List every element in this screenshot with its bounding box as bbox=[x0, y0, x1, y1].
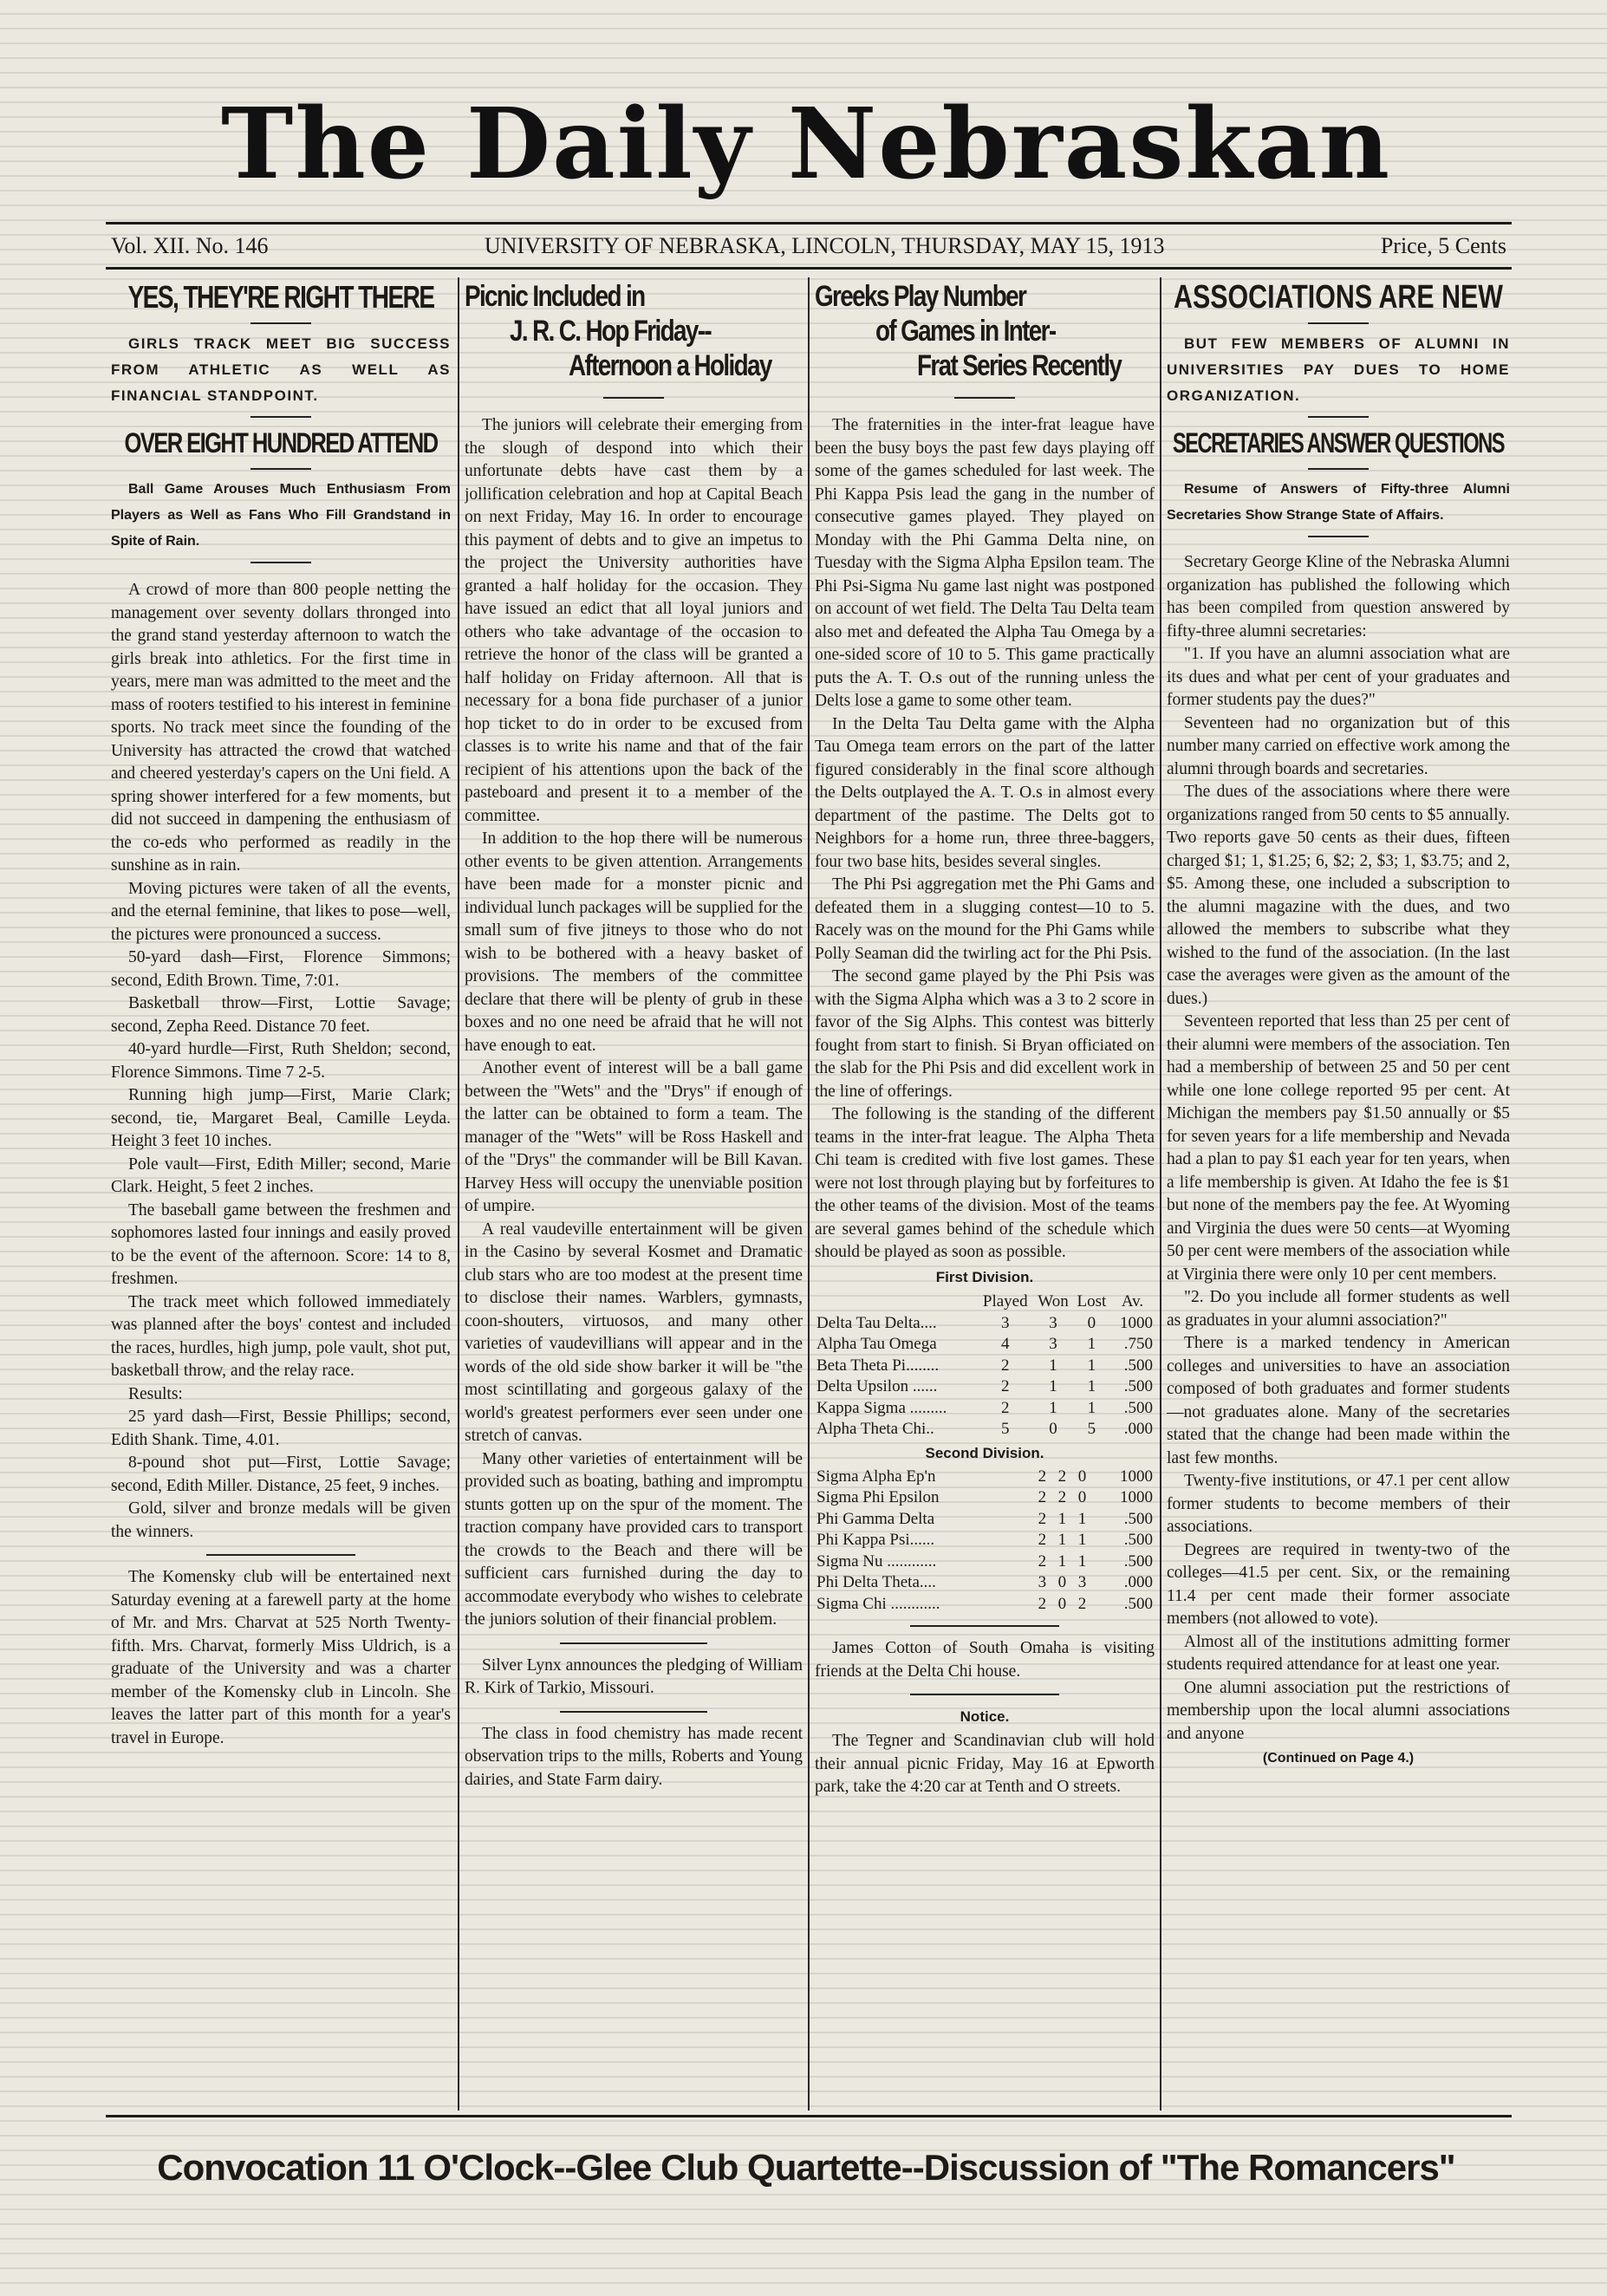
average: 1000 bbox=[1120, 1488, 1153, 1506]
average: 1000 bbox=[1120, 1313, 1153, 1332]
played: 2 bbox=[1038, 1509, 1047, 1528]
average: 1000 bbox=[1120, 1467, 1153, 1486]
won: 1 bbox=[1057, 1551, 1067, 1571]
won: 0 bbox=[1049, 1420, 1057, 1438]
deck-ball-game: Ball Game Arouses Much Enthusiasm From Players as Well as Fans Who Fill Grandstand in Spite of Rain. bbox=[111, 482, 451, 549]
team-name: Delta Tau Delta.... bbox=[817, 1313, 937, 1332]
headline2-rule bbox=[1308, 468, 1369, 470]
item-separator bbox=[560, 1642, 707, 1644]
headline-rule bbox=[603, 397, 664, 399]
article-paragraph: Seventeen reported that less than 25 per cent of their alumni were members of the association. Ten had a membership of between 25 and 50 per cent while one lone college reported 95 per cent. At Michigan the members pay $1.50 annually or $5 for seven years for a life membership and Nevada had a plan to pay $1 each year for ten years, when a life membership is given. At Idaho the fee is $1 but none of the members pay the fee. At Wyoming and Virginia the dues were 50 cents—at Wyoming 50 per cent were members of the association while at Virginia there were only 10 per cent members. bbox=[1167, 1012, 1510, 1284]
convocation-banner: Convocation 11 O'Clock--Glee Club Quartette--Discussion of "The Romancers" bbox=[157, 2147, 1455, 2188]
won: 3 bbox=[1049, 1313, 1057, 1332]
article-paragraph: There is a marked tendency in American colleges and universities to have an association composed of both graduates and former students—not graduates alone. Many of the secretaries stated that the change had been made within the last few months. bbox=[1167, 1334, 1510, 1467]
article-paragraph: The track meet which followed immediately was planned after the boys' contest and included the races, hurdles, high jump, pole vault, shot put, basketball throw, and the relay race. bbox=[111, 1292, 451, 1380]
article-paragraph: 50-yard dash—First, Florence Simmons; second, Edith Brown. Time, 7:01. bbox=[111, 948, 451, 990]
deck2-rule bbox=[1308, 536, 1369, 537]
average: .750 bbox=[1123, 1335, 1153, 1353]
average: .500 bbox=[1123, 1509, 1153, 1528]
column-2 bbox=[465, 279, 803, 2099]
won: 1 bbox=[1049, 1398, 1057, 1417]
article-paragraph: The following is the standing of the different teams in the inter-frat league. The Alpha Theta Chi team is credited with five lost games. These were not lost through playing but by forfeitures to the other teams of the division. Most of the teams are several games behind of the schedule which should be played as soon as possible. bbox=[815, 1105, 1155, 1261]
article-paragraph: In addition to the hop there will be numerous other events to be given attention. Arrangements have been made for a monster picnic and individual lunch packages will be supplied for the small sum of five jitneys to those who do not wish to be bothered with a heavy basket of provisions. The members of the committee declare that there will be plenty of grub in these boxes and no one need be afraid that he will not have enough to eat. bbox=[465, 829, 803, 1055]
average: .500 bbox=[1123, 1398, 1153, 1417]
lost: 3 bbox=[1077, 1573, 1087, 1591]
played: 2 bbox=[1001, 1377, 1010, 1395]
lost: 5 bbox=[1087, 1420, 1096, 1438]
played: 2 bbox=[1038, 1531, 1047, 1549]
played: 5 bbox=[1001, 1420, 1010, 1438]
team-name: Sigma Phi Epsilon bbox=[817, 1488, 940, 1506]
article-paragraph: Moving pictures were taken of all the events, and the eternal feminine, that likes to pose—well, the pictures were pronounced a success. bbox=[111, 879, 451, 944]
article-paragraph: In the Delta Tau Delta game with the Alpha Tau Omega team errors on the part of the latter figured considerably in the final score although the Delts outplayed the A. T. O.s in almost every department of the pastime. The Delts got to Neighbors for a home run, three three-baggers, four two base hits, besides several singles. bbox=[815, 714, 1155, 871]
headline-associations: ASSOCIATIONS ARE NEW bbox=[1173, 279, 1504, 315]
column-3 bbox=[815, 279, 1155, 2099]
lost: 1 bbox=[1087, 1356, 1096, 1375]
played: 3 bbox=[1038, 1573, 1047, 1591]
article-paragraph: A real vaudeville entertainment will be given in the Casino by several Kosmet and Dramatic club stars who are too modest at the present time to disclose their names. Warblers, gymnasts, coon-shouters, virtuosos, and many other varieties of vaudevillians will appear and in the words of the old side show barker it will be "the most scintillating and gorgeous galaxy of the world's greatest performers ever seen under one stretch of canvas. bbox=[465, 1220, 803, 1445]
article-paragraph: Many other varieties of entertainment will be provided such as boating, bathing and impromptu stunts gotten up on the spur of the moment. The traction company have provided cars to transport the crowds to the Beach and there will be sufficient cars furnished during the day to accommodate everybody who wishes to celebrate the juniors solution of their financial problem. bbox=[465, 1449, 803, 1629]
table-row bbox=[815, 1313, 1155, 1335]
average: .500 bbox=[1123, 1594, 1153, 1613]
won: 1 bbox=[1049, 1356, 1057, 1375]
lost: 1 bbox=[1087, 1377, 1096, 1395]
komensky-item: The Komensky club will be entertained next Saturday evening at a farewell party at the home of Mr. and Mrs. Charvat at 525 North Twenty-fifth. Mrs. Charvat, formerly Miss Uldrich, is a graduate of the University and was a charter member of the Komensky club in Lincoln. She leaves the latter part of this month for a year's travel in Europe. bbox=[111, 1568, 451, 1747]
played: 2 bbox=[1038, 1467, 1047, 1486]
volume-number: Vol. XII. No. 146 bbox=[111, 233, 269, 258]
column-rule-2 bbox=[808, 277, 810, 2111]
column-header: Won bbox=[1038, 1291, 1069, 1311]
headline-picnic-line3: Afternoon a Holiday bbox=[569, 349, 771, 382]
headline-track-meet: YES, THEY'RE RIGHT THERE bbox=[127, 279, 434, 315]
column-header: Lost bbox=[1077, 1291, 1107, 1311]
masthead-title: The Daily Nebraskan bbox=[220, 88, 1392, 201]
table-row bbox=[815, 1530, 1155, 1551]
first-division-table bbox=[815, 1291, 1155, 1441]
headline-secretaries: SECRETARIES ANSWER QUESTIONS bbox=[1172, 427, 1505, 459]
won: 2 bbox=[1057, 1467, 1067, 1486]
deck-associations: BUT FEW MEMBERS OF ALUMNI IN UNIVERSITIES PAY DUES TO HOME ORGANIZATION. bbox=[1167, 335, 1510, 404]
article-paragraph: Secretary George Kline of the Nebraska Alumni organization has published the following which has been compiled from question answered by fifty-three alumni secretaries: bbox=[1167, 553, 1510, 641]
played: 2 bbox=[1038, 1594, 1047, 1613]
deck-secretaries: Resume of Answers of Fifty-three Alumni Secretaries Show Strange State of Affairs. bbox=[1167, 482, 1510, 523]
dateline-rule bbox=[106, 267, 1512, 270]
table-row bbox=[815, 1376, 1155, 1398]
played: 2 bbox=[1001, 1356, 1010, 1375]
item-separator bbox=[910, 1694, 1059, 1695]
team-name: Sigma Chi ............ bbox=[817, 1594, 940, 1613]
article-paragraph: "2. Do you include all former students as well as graduates in your alumni association?" bbox=[1167, 1288, 1510, 1330]
article-paragraph: A crowd of more than 800 people netting the management over seventy dollars thronged into the grand stand yesterday afternoon to watch the girls break into athletics. For the first time in years, mere man was admitted to the meet and the mass of rooters testified to his interest in feminine sports. No track meet since the founding of the University has attracted the crowd that watched and cheered yesterday's capers on the Uni field. A spring shower interfered for a few moments, but did not succeed in dampening the enthusiasm of the co-eds who performed as readily in the sunshine as in rain. bbox=[111, 581, 451, 875]
article-paragraph: "1. If you have an alumni association what are its dues and what per cent of your graduates and former students pay the dues?" bbox=[1167, 645, 1510, 709]
column-rule-1 bbox=[458, 277, 459, 2111]
second-division-table bbox=[815, 1467, 1155, 1616]
deck-rule bbox=[1308, 416, 1369, 418]
first-division-title: First Division. bbox=[935, 1268, 1034, 1285]
lost: 1 bbox=[1077, 1551, 1087, 1571]
team-name: Sigma Nu ............ bbox=[817, 1551, 937, 1571]
headline-greeks-line3: Frat Series Recently bbox=[917, 349, 1122, 382]
average: .500 bbox=[1123, 1356, 1153, 1375]
team-name: Phi Gamma Delta bbox=[817, 1509, 935, 1528]
article-paragraph: 40-yard hurdle—First, Ruth Sheldon; second, Florence Simmons. Time 7 2-5. bbox=[111, 1040, 451, 1082]
table-row bbox=[815, 1398, 1155, 1420]
team-name: Kappa Sigma ......... bbox=[817, 1398, 947, 1417]
item-separator bbox=[560, 1711, 707, 1713]
headline-rule bbox=[954, 397, 1015, 399]
headline-greeks-line2: of Games in Inter- bbox=[875, 315, 1056, 348]
article-paragraph: 8-pound shot put—First, Lottie Savage; second, Edith Miller. Distance, 25 feet, 9 inches. bbox=[111, 1454, 451, 1495]
article-paragraph: The juniors will celebrate their emerging from the slough of despond into which their unfortunate debts have cast them by a jollification celebration and hop at Capital Beach on next Friday, May 16. In order to encourage this payment of debts and to give an impetus to the project the University authorities have granted a half holiday for the occasion. They have issued an edict that all loyal juniors and others who take advantage of the occasion to retrieve the honor of the class will be granted a half holiday on Friday afternoon. All that is necessary for a bona fide purchaser of a junior hop ticket to do in order to be excused from classes is to write his name and that of the fair recipient of his attentions upon the back of the pasteboard and present it to a member of the committee. bbox=[465, 416, 803, 825]
notice-title: Notice. bbox=[960, 1708, 1010, 1725]
cotton-item: James Cotton of South Omaha is visiting friends at the Delta Chi house. bbox=[815, 1639, 1155, 1681]
table-row bbox=[815, 1551, 1155, 1573]
headline-picnic-line2: J. R. C. Hop Friday-- bbox=[510, 315, 711, 348]
article-paragraph: Pole vault—First, Edith Miller; second, Marie Clark. Height, 5 feet 2 inches. bbox=[111, 1155, 451, 1196]
average: .500 bbox=[1123, 1531, 1153, 1549]
masthead-rule bbox=[106, 222, 1512, 224]
item-separator bbox=[206, 1554, 355, 1556]
played: 2 bbox=[1038, 1488, 1047, 1506]
team-name: Sigma Alpha Ep'n bbox=[817, 1467, 936, 1486]
price: Price, 5 Cents bbox=[1380, 233, 1506, 258]
notice-item: The Tegner and Scandinavian club will hold their annual picnic Friday, May 16 at Epworth park, take the 4:20 car at Tenth and O streets. bbox=[815, 1732, 1155, 1796]
table-row bbox=[815, 1467, 1155, 1488]
won: 1 bbox=[1049, 1377, 1057, 1395]
article-paragraph: One alumni association put the restrictions of membership upon the local alumni associations and anyone bbox=[1167, 1678, 1510, 1743]
lost: 0 bbox=[1087, 1313, 1096, 1332]
team-name: Phi Kappa Psi...... bbox=[817, 1531, 935, 1549]
column-header: Av. bbox=[1121, 1291, 1144, 1311]
headline-picnic-line1: Picnic Included in bbox=[465, 280, 645, 313]
headline-rule bbox=[1308, 322, 1369, 324]
article-paragraph: Almost all of the institutions admitting former students required attendance for at least one year. bbox=[1167, 1632, 1510, 1674]
article-paragraph: The fraternities in the inter-frat league have been the busy boys the past few days playing off some of the games scheduled for last week. The Phi Kappa Psis lead the gang in the number of consecutive games played. They played on Monday with the Phi Gamma Delta nine, on Tuesday with the Sigma Alpha Epsilon team. The Phi Psi-Sigma Nu game last night was postponed on account of wet field. The Delta Tau Delta team also met and defeated the Alpha Tau Omega by a one-sided score of 10 to 5. This game practically puts the A. T. O.s out of the running unless the Delts lose a game to some other team. bbox=[815, 416, 1155, 710]
second-division-title: Second Division. bbox=[925, 1444, 1044, 1461]
headline2-rule bbox=[250, 468, 311, 470]
won: 0 bbox=[1057, 1594, 1067, 1613]
played: 2 bbox=[1038, 1551, 1047, 1571]
column-1 bbox=[111, 279, 451, 2099]
table-row bbox=[815, 1334, 1155, 1356]
item-separator bbox=[910, 1625, 1059, 1627]
column-4 bbox=[1167, 279, 1510, 2099]
table-row bbox=[815, 1487, 1155, 1509]
article-paragraph: Another event of interest will be a ball game between the "Wets" and the "Drys" if enough of the latter can be obtained to form a team. The manager of the "Wets" will be Ross Haskell and of the "Drys" the commander will be Bill Kavan. Harvey Hess will occupy the unenviable position of umpire. bbox=[465, 1059, 803, 1215]
footer-rule bbox=[106, 2115, 1512, 2117]
article-paragraph: Twenty-five institutions, or 47.1 per cent allow former students to become members of their associations. bbox=[1167, 1472, 1510, 1536]
article-paragraph: Seventeen had no organization but of this number many carried on effective work among the alumni through boards and secretaries. bbox=[1167, 713, 1510, 778]
headline-greeks-line1: Greeks Play Number bbox=[815, 280, 1026, 313]
team-name: Alpha Theta Chi.. bbox=[817, 1420, 934, 1438]
article-paragraph: The second game played by the Phi Psis was with the Sigma Alpha which was a 3 to 2 score in favor of the Sig Alphs. This contest was bitterly fought from start to finish. Si Bryan officiated on the slab for the Phi Psis and did excellent work in the line of offerings. bbox=[815, 967, 1155, 1101]
won: 2 bbox=[1057, 1488, 1067, 1506]
team-name: Alpha Tau Omega bbox=[817, 1335, 937, 1353]
article-paragraph: 25 yard dash—First, Bessie Phillips; second, Edith Shank. Time, 4.01. bbox=[111, 1408, 451, 1449]
column-rule-3 bbox=[1160, 277, 1161, 2111]
won: 3 bbox=[1049, 1335, 1057, 1353]
lost: 2 bbox=[1077, 1594, 1087, 1613]
column-header: Played bbox=[982, 1291, 1028, 1311]
table-row bbox=[815, 1509, 1155, 1531]
deck-track-meet: GIRLS TRACK MEET BIG SUCCESS FROM ATHLETIC AS WELL AS FINANCIAL STANDPOINT. bbox=[111, 335, 451, 404]
average: .000 bbox=[1123, 1420, 1153, 1438]
dateline-center: UNIVERSITY OF NEBRASKA, LINCOLN, THURSDAY, MAY 15, 1913 bbox=[484, 233, 1165, 258]
played: 2 bbox=[1001, 1398, 1010, 1417]
article-paragraph: Basketball throw—First, Lottie Savage; second, Zepha Reed. Distance 70 feet. bbox=[111, 994, 451, 1036]
team-name: Beta Theta Pi........ bbox=[817, 1356, 940, 1375]
lost: 1 bbox=[1077, 1509, 1087, 1528]
lost: 1 bbox=[1087, 1398, 1096, 1417]
headline-attendance: OVER EIGHT HUNDRED ATTEND bbox=[124, 427, 438, 459]
headline-rule bbox=[250, 322, 311, 324]
article-paragraph: The Phi Psi aggregation met the Phi Gams and defeated them in a slugging contest—10 to 5. Racely was on the mound for the Phi Gams while Polly Seaman did the twirling act for the Phi Psis. bbox=[815, 875, 1155, 963]
dateline bbox=[111, 229, 1506, 263]
team-name: Delta Upsilon ...... bbox=[817, 1377, 938, 1395]
table-row bbox=[815, 1419, 1155, 1441]
continued-note: (Continued on Page 4.) bbox=[1262, 1751, 1415, 1766]
played: 3 bbox=[1001, 1313, 1010, 1332]
played: 4 bbox=[1001, 1335, 1010, 1353]
table-row bbox=[815, 1572, 1155, 1594]
lost: 1 bbox=[1077, 1531, 1087, 1549]
lost: 0 bbox=[1077, 1467, 1087, 1486]
article-paragraph: The baseball game between the freshmen and sophomores lasted four innings and easily proved to be the event of the afternoon. Score: 14 to 8, freshmen. bbox=[111, 1200, 451, 1288]
article-paragraph: Results: bbox=[128, 1384, 183, 1403]
article-paragraph: Gold, silver and bronze medals will be given the winners. bbox=[111, 1499, 451, 1541]
won: 1 bbox=[1057, 1509, 1067, 1528]
article-paragraph: The dues of the associations where there were organizations ranged from 50 cents to $5 annually. Two reports gave 50 cents as their dues, fifteen charged $1; 1, $1.25; 6, $2; 2, $3; 1, $3.75; and 2, $5. Among these, one included a subscription to the alumni magazine with the dues, and two allowed the members to subscribe what they wished to the fund of the association. (In the last case the averages were given as the amount of the dues.) bbox=[1167, 783, 1510, 1008]
average: .000 bbox=[1123, 1573, 1153, 1591]
table-header-row bbox=[815, 1291, 1155, 1313]
deck-rule bbox=[250, 416, 311, 418]
article-paragraph: Running high jump—First, Marie Clark; second, tie, Margaret Beal, Camille Leyda. Height 3 feet 10 inches. bbox=[111, 1086, 451, 1150]
lost: 0 bbox=[1077, 1488, 1087, 1506]
lost: 1 bbox=[1087, 1335, 1096, 1353]
table-row bbox=[815, 1356, 1155, 1377]
deck2-rule bbox=[250, 562, 311, 563]
average: .500 bbox=[1123, 1377, 1153, 1395]
silver-lynx-item: Silver Lynx announces the pledging of William R. Kirk of Tarkio, Missouri. bbox=[465, 1655, 803, 1697]
article-paragraph: Degrees are required in twenty-two of the colleges—41.5 per cent. Six, or the remaining 11.4 per cent made their former associate members (not allowed to vote). bbox=[1167, 1540, 1510, 1628]
table-row bbox=[815, 1594, 1155, 1616]
team-name: Phi Delta Theta.... bbox=[817, 1573, 936, 1591]
won: 0 bbox=[1057, 1573, 1067, 1591]
average: .500 bbox=[1123, 1551, 1153, 1571]
food-chemistry-item: The class in food chemistry has made recent observation trips to the mills, Roberts and Young dairies, and State Farm dairy. bbox=[465, 1724, 803, 1789]
won: 1 bbox=[1057, 1531, 1067, 1549]
